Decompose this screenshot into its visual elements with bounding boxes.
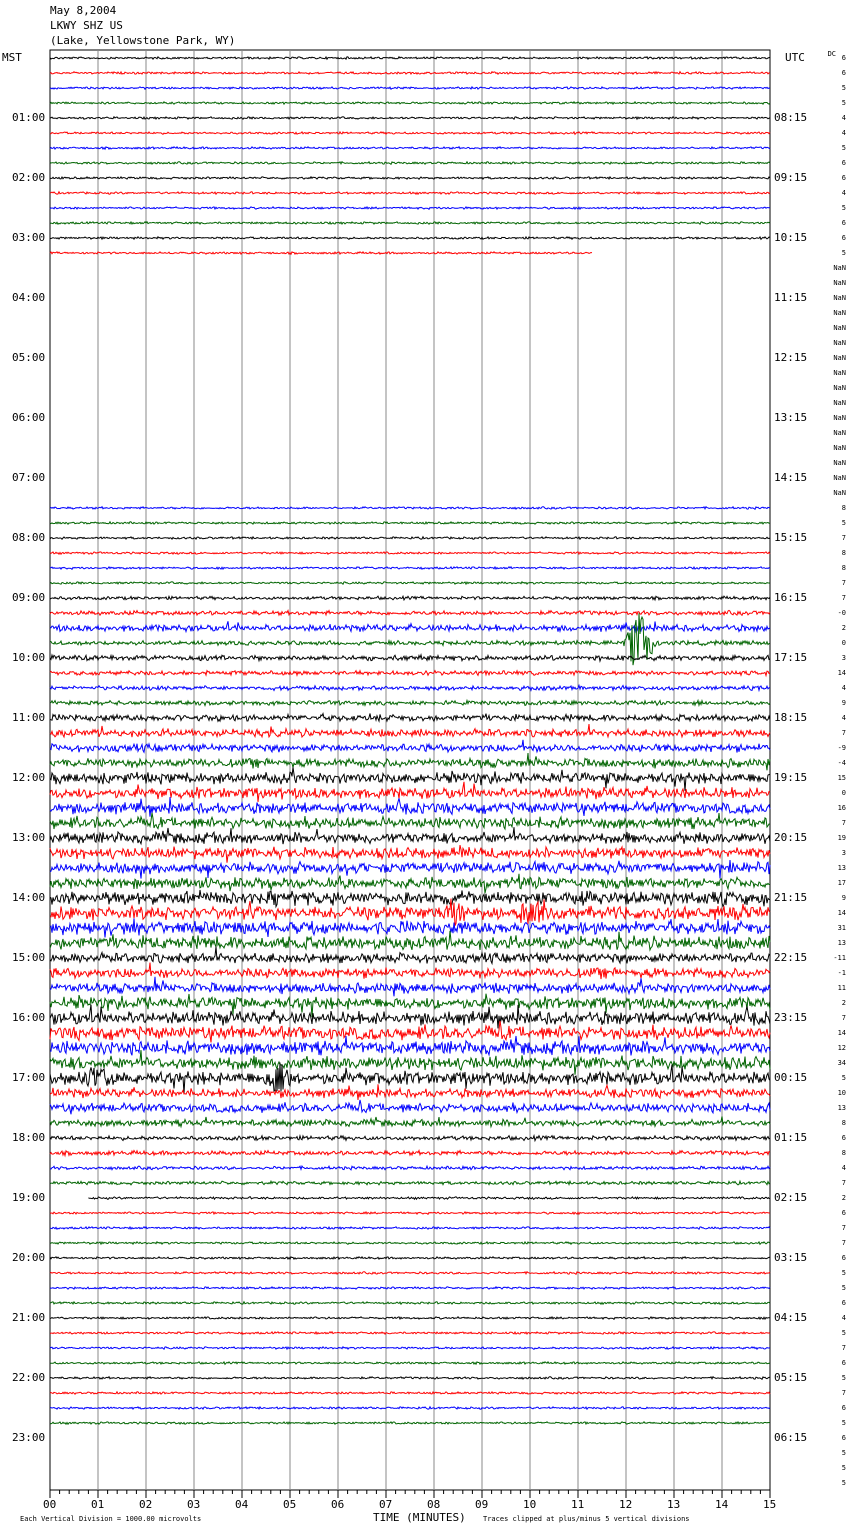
dc-value: NaN	[833, 309, 846, 317]
dc-value: 12	[837, 1044, 846, 1052]
dc-value: 8	[841, 1149, 846, 1157]
dc-value: 5	[841, 1464, 846, 1472]
seismic-trace	[50, 724, 770, 737]
dc-value: 5	[841, 1479, 846, 1487]
seismic-trace	[50, 918, 770, 937]
dc-value: NaN	[833, 429, 846, 437]
seismic-trace	[50, 507, 770, 510]
left-hour-label: 03:00	[12, 231, 46, 244]
dc-value: 6	[841, 219, 846, 227]
dc-value: 6	[841, 69, 846, 77]
left-hour-label: 11:00	[12, 711, 46, 724]
seismic-trace	[50, 740, 770, 753]
seismic-trace	[50, 1317, 770, 1320]
dc-value: 3	[841, 654, 846, 662]
seismic-trace	[50, 102, 770, 104]
left-hour-label: 22:00	[12, 1371, 46, 1384]
x-tick-label: 05	[283, 1498, 297, 1511]
left-hour-label: 23:00	[12, 1431, 46, 1444]
dc-value: 7	[841, 594, 846, 602]
dc-value: 7	[841, 729, 846, 737]
seismic-trace	[88, 1197, 769, 1199]
dc-value: 13	[837, 939, 846, 947]
dc-value: 4	[841, 114, 846, 122]
seismic-trace	[50, 1227, 770, 1229]
seismic-trace	[50, 237, 770, 240]
station-code: LKWY SHZ US	[50, 19, 123, 32]
seismic-trace	[50, 797, 770, 817]
seismic-trace	[50, 567, 770, 570]
seismic-trace	[50, 537, 770, 539]
dc-value: 7	[841, 819, 846, 827]
dc-value: 16	[837, 804, 846, 812]
dc-value: NaN	[833, 354, 846, 362]
dc-value: 4	[841, 1164, 846, 1172]
seismic-trace	[50, 207, 770, 210]
dc-value: -11	[833, 954, 846, 962]
dc-value: -0	[837, 609, 846, 617]
seismic-trace	[50, 177, 770, 179]
dc-value: 2	[841, 999, 846, 1007]
x-tick-label: 07	[379, 1498, 393, 1511]
left-hour-label: 18:00	[12, 1131, 46, 1144]
x-tick-label: 14	[715, 1498, 729, 1511]
dc-value: -9	[837, 744, 846, 752]
seismic-trace	[50, 192, 770, 194]
seismic-trace	[50, 1287, 770, 1289]
left-hour-label: 21:00	[12, 1311, 46, 1324]
dc-value: NaN	[833, 459, 846, 467]
seismic-trace	[50, 1050, 770, 1075]
dc-value: 4	[841, 1314, 846, 1322]
dc-value: 8	[841, 549, 846, 557]
x-tick-label: 08	[427, 1498, 441, 1511]
seismic-trace	[50, 162, 770, 165]
dc-value: NaN	[833, 294, 846, 302]
x-tick-label: 02	[139, 1498, 153, 1511]
left-hour-label: 06:00	[12, 411, 46, 424]
right-hour-label: 08:15	[774, 111, 808, 124]
dc-value: 0	[841, 639, 846, 647]
dc-value: -1	[837, 969, 846, 977]
left-hour-label: 08:00	[12, 531, 46, 544]
seismic-trace	[50, 753, 770, 770]
seismic-trace	[50, 701, 770, 706]
dc-value: 8	[841, 504, 846, 512]
left-hour-label: 07:00	[12, 471, 46, 484]
seismic-trace	[50, 610, 770, 615]
dc-column-header: DC	[827, 50, 836, 58]
dc-value: 8	[841, 564, 846, 572]
dc-value: 11	[837, 984, 846, 992]
left-hour-label: 17:00	[12, 1071, 46, 1084]
dc-value: 15	[837, 774, 846, 782]
seismic-trace	[50, 1036, 770, 1055]
right-hour-label: 16:15	[774, 591, 808, 604]
scale-note: Each Vertical Division = 1000.00 microvolts	[20, 1515, 202, 1523]
dc-value: NaN	[833, 324, 846, 332]
dc-value: 19	[837, 834, 846, 842]
station-location: (Lake, Yellowstone Park, WY)	[50, 34, 236, 47]
dc-value: 31	[837, 924, 846, 932]
seismic-trace	[50, 57, 770, 59]
dc-value: 0	[841, 789, 846, 797]
dc-value: 5	[841, 1284, 846, 1292]
left-hour-label: 14:00	[12, 891, 46, 904]
seismic-trace	[50, 827, 770, 844]
seismic-trace	[50, 1100, 770, 1114]
right-hour-label: 01:15	[774, 1131, 808, 1144]
dc-value: 14	[837, 669, 846, 677]
seismic-trace	[50, 1272, 770, 1275]
seismic-trace	[50, 222, 770, 224]
seismic-trace	[50, 1377, 770, 1380]
dc-value: 5	[841, 1374, 846, 1382]
dc-value: 6	[841, 1434, 846, 1442]
seismic-trace	[50, 899, 770, 926]
right-hour-label: 12:15	[774, 351, 808, 364]
right-hour-label: 15:15	[774, 531, 808, 544]
chart-date: May 8,2004	[50, 4, 117, 17]
seismic-trace	[50, 1392, 770, 1394]
seismic-trace	[50, 685, 770, 690]
dc-value: 6	[841, 1299, 846, 1307]
left-hour-label: 19:00	[12, 1191, 46, 1204]
dc-value: 3	[841, 849, 846, 857]
seismic-trace	[50, 994, 770, 1017]
x-tick-label: 01	[91, 1498, 105, 1511]
dc-value: 7	[841, 1389, 846, 1397]
right-hour-label: 18:15	[774, 711, 808, 724]
seismic-trace	[50, 767, 770, 791]
dc-value: 34	[837, 1059, 846, 1067]
dc-value: 6	[841, 1359, 846, 1367]
dc-value: 4	[841, 129, 846, 137]
dc-value: 13	[837, 864, 846, 872]
seismic-trace	[50, 655, 770, 661]
seismic-trace	[50, 782, 770, 802]
seismic-trace	[50, 931, 770, 950]
x-tick-label: 06	[331, 1498, 345, 1511]
seismic-trace	[50, 1136, 770, 1141]
seismic-trace	[50, 874, 770, 893]
dc-value: 7	[841, 534, 846, 542]
dc-value: 6	[841, 1404, 846, 1412]
dc-value: 6	[841, 174, 846, 182]
seismic-trace	[50, 1166, 770, 1170]
dc-value: 5	[841, 204, 846, 212]
right-hour-label: 20:15	[774, 831, 808, 844]
dc-value: 7	[841, 1014, 846, 1022]
seismic-trace	[50, 813, 770, 829]
dc-value: 7	[841, 1239, 846, 1247]
seismic-trace	[50, 671, 770, 676]
right-hour-label: 10:15	[774, 231, 808, 244]
right-hour-label: 05:15	[774, 1371, 808, 1384]
seismic-trace	[50, 132, 770, 135]
dc-value: 2	[841, 1194, 846, 1202]
seismic-trace	[50, 714, 770, 722]
seismic-trace	[50, 860, 770, 879]
left-hour-label: 09:00	[12, 591, 46, 604]
dc-value: 5	[841, 1329, 846, 1337]
clip-note: Traces clipped at plus/minus 5 vertical divisions	[483, 1515, 690, 1523]
seismic-trace	[50, 1257, 770, 1260]
right-hour-label: 00:15	[774, 1071, 808, 1084]
dc-value: 14	[837, 1029, 846, 1037]
x-tick-label: 12	[619, 1498, 633, 1511]
seismic-trace	[50, 1242, 770, 1245]
dc-value: 10	[837, 1089, 846, 1097]
right-hour-label: 04:15	[774, 1311, 808, 1324]
right-hour-label: 02:15	[774, 1191, 808, 1204]
seismic-trace	[50, 1084, 770, 1100]
left-hour-label: 15:00	[12, 951, 46, 964]
right-hour-label: 23:15	[774, 1011, 808, 1024]
x-tick-label: 03	[187, 1498, 201, 1511]
dc-value: 9	[841, 699, 846, 707]
dc-value: NaN	[833, 399, 846, 407]
left-hour-label: 10:00	[12, 651, 46, 664]
dc-value: 6	[841, 159, 846, 167]
right-hour-label: 17:15	[774, 651, 808, 664]
dc-value: 17	[837, 879, 846, 887]
dc-value: NaN	[833, 384, 846, 392]
seismic-trace	[50, 72, 770, 75]
dc-value: 6	[841, 1134, 846, 1142]
seismic-trace	[50, 1362, 770, 1365]
left-hour-label: 16:00	[12, 1011, 46, 1024]
dc-value: -4	[837, 759, 846, 767]
dc-value: 5	[841, 249, 846, 257]
seismic-trace	[50, 947, 770, 964]
seismic-trace	[50, 1422, 770, 1424]
seismic-trace	[50, 1212, 770, 1215]
left-hour-label: 04:00	[12, 291, 46, 304]
dc-value: 2	[841, 624, 846, 632]
dc-value: NaN	[833, 369, 846, 377]
dc-value: 9	[841, 894, 846, 902]
x-tick-label: 11	[571, 1498, 585, 1511]
seismic-trace	[50, 522, 770, 524]
left-hour-label: 12:00	[12, 771, 46, 784]
dc-value: 7	[841, 1179, 846, 1187]
seismic-trace	[50, 977, 770, 997]
dc-value: 4	[841, 684, 846, 692]
seismic-trace	[50, 252, 592, 254]
seismic-trace	[50, 1347, 770, 1350]
dc-value: 7	[841, 579, 846, 587]
dc-value: 5	[841, 1269, 846, 1277]
x-axis-title: TIME (MINUTES)	[373, 1511, 466, 1524]
dc-value: 8	[841, 1119, 846, 1127]
dc-value: 5	[841, 144, 846, 152]
right-hour-label: 21:15	[774, 891, 808, 904]
dc-value: NaN	[833, 339, 846, 347]
dc-value: 6	[841, 1254, 846, 1262]
seismic-trace	[50, 1407, 770, 1409]
dc-value: 5	[841, 99, 846, 107]
right-hour-label: 13:15	[774, 411, 808, 424]
seismic-trace	[50, 117, 770, 119]
right-timezone-label: UTC	[785, 51, 805, 64]
seismic-trace	[50, 1021, 770, 1043]
seismic-trace	[50, 890, 770, 907]
x-tick-label: 13	[667, 1498, 681, 1511]
left-hour-label: 01:00	[12, 111, 46, 124]
seismic-trace	[50, 596, 770, 600]
dc-value: NaN	[833, 489, 846, 497]
right-hour-label: 03:15	[774, 1251, 808, 1264]
x-tick-label: 09	[475, 1498, 489, 1511]
left-hour-label: 20:00	[12, 1251, 46, 1264]
dc-value: 7	[841, 1344, 846, 1352]
dc-value: 4	[841, 189, 846, 197]
dc-value: 6	[841, 54, 846, 62]
x-tick-label: 00	[43, 1498, 57, 1511]
dc-value: 5	[841, 1074, 846, 1082]
dc-value: NaN	[833, 264, 846, 272]
seismic-trace	[50, 87, 770, 89]
seismic-trace	[50, 963, 770, 980]
seismic-trace	[50, 1151, 770, 1156]
right-hour-label: 09:15	[774, 171, 808, 184]
seismic-trace	[50, 1302, 770, 1304]
x-tick-label: 10	[523, 1498, 537, 1511]
dc-value: 13	[837, 1104, 846, 1112]
left-hour-label: 13:00	[12, 831, 46, 844]
right-hour-label: 22:15	[774, 951, 808, 964]
seismic-trace	[50, 621, 770, 633]
dc-value: 5	[841, 84, 846, 92]
x-tick-label: 15	[763, 1498, 777, 1511]
seismic-trace	[50, 1181, 770, 1185]
dc-value: 6	[841, 1209, 846, 1217]
dc-value: 5	[841, 1419, 846, 1427]
right-hour-label: 11:15	[774, 291, 808, 304]
dc-value: NaN	[833, 279, 846, 287]
dc-value: 6	[841, 234, 846, 242]
seismic-trace	[50, 845, 770, 863]
dc-value: 5	[841, 1449, 846, 1457]
seismic-trace	[50, 1117, 770, 1127]
dc-value: 4	[841, 714, 846, 722]
right-hour-label: 14:15	[774, 471, 808, 484]
dc-value: 14	[837, 909, 846, 917]
right-hour-label: 19:15	[774, 771, 808, 784]
right-hour-label: 06:15	[774, 1431, 808, 1444]
x-tick-label: 04	[235, 1498, 249, 1511]
dc-value: NaN	[833, 444, 846, 452]
dc-value: NaN	[833, 474, 846, 482]
seismic-trace	[50, 582, 770, 585]
left-hour-label: 05:00	[12, 351, 46, 364]
seismic-trace	[50, 552, 770, 554]
seismic-trace	[50, 1332, 770, 1334]
dc-value: 5	[841, 519, 846, 527]
left-hour-label: 02:00	[12, 171, 46, 184]
dc-value: NaN	[833, 414, 846, 422]
left-timezone-label: MST	[2, 51, 22, 64]
seismic-trace	[50, 147, 770, 150]
dc-value: 7	[841, 1224, 846, 1232]
